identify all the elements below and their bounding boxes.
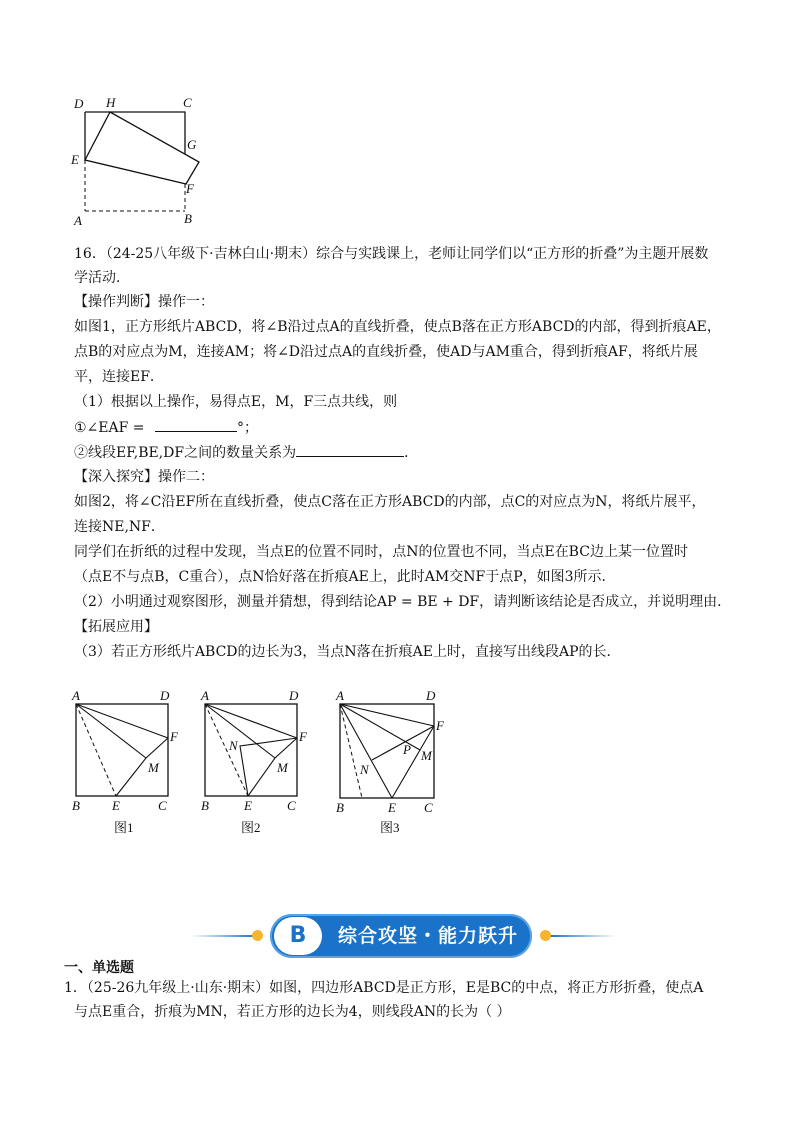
fig3-D: D [426, 688, 436, 703]
fig1-A: A [72, 688, 80, 703]
fig3-F: F [436, 718, 444, 733]
fig1-E: E [112, 798, 120, 813]
label-F: F [186, 181, 194, 196]
para2-b: 连接NE,NF． [74, 519, 165, 535]
banner-dot-right [540, 930, 551, 941]
fig3-N: N [360, 762, 369, 777]
figure-1 [64, 686, 194, 836]
label-B: B [184, 211, 192, 226]
top-fold-figure [62, 92, 212, 227]
banner-line-right [550, 935, 616, 937]
fig1-M: M [148, 760, 159, 775]
banner-dot-left [252, 930, 263, 941]
fig2-A: A [201, 688, 209, 703]
section-one-q1-a: 1．（25-26九年级上·山东·期末）如图，四边形ABCD是正方形，E是BC的中点，将正方形折叠，使点A [64, 980, 704, 996]
fig2-D: D [289, 688, 299, 703]
fig2-B: B [201, 798, 209, 813]
section-banner [270, 914, 532, 958]
para2-d: （点E不与点B，C重合），点N恰好落在折痕AE上，此时AM交NF于点P，如图3所示． [74, 569, 616, 585]
figure-1-caption: 图1 [114, 820, 134, 835]
banner-title: 综合攻坚・能力跃升 [337, 925, 518, 947]
answer-blank-relation[interactable] [296, 442, 404, 457]
para1-c: 平，连接EF． [74, 369, 164, 385]
para2-c: 同学们在折纸的过程中发现，当点E的位置不同时，点N的位置也不同，当点E在BC边上某一位置时 [74, 544, 688, 560]
question-1a-text: ①∠EAF = [74, 420, 145, 436]
label-E: E [71, 152, 79, 167]
figure-2-caption: 图2 [241, 820, 261, 835]
label-A: A [74, 213, 82, 227]
label-C: C [183, 95, 192, 110]
question-3: （3）若正方形纸片ABCD的边长为3，当点N落在折痕AE上时，直接写出线段AP的长． [74, 644, 621, 660]
fig3-A: A [336, 688, 344, 703]
fig3-M: M [421, 748, 432, 763]
answer-blank-angle[interactable] [155, 417, 237, 432]
label-H: H [106, 95, 116, 110]
fig3-B: B [336, 800, 344, 815]
problem16-line2: 学活动． [74, 270, 130, 286]
section-one-heading: 一、单选题 [64, 960, 134, 976]
fig2-C: C [287, 798, 296, 813]
fig2-E: E [244, 798, 252, 813]
figure-3 [328, 686, 458, 836]
section-extension: 【拓展应用】 [74, 619, 158, 635]
para1-a: 如图1，正方形纸片ABCD，将∠B沿过点A的直线折叠，使点B落在正方形ABCD的内部，得到折痕AE， [74, 319, 721, 335]
fig2-F: F [299, 729, 307, 744]
fig3-C: C [424, 800, 433, 815]
label-G: G [187, 137, 197, 152]
section-operation-1: 【操作判断】操作一： [74, 294, 214, 310]
fig1-B: B [72, 798, 80, 813]
fig1-C: C [158, 798, 167, 813]
question-1: （1）根据以上操作，易得点E，M，F三点共线，则 [74, 394, 398, 410]
section-one-q1-b: 与点E重合，折痕为MN，若正方形的边长为4，则线段AN的长为（ ） [74, 1004, 511, 1020]
problem16-line1: 16．（24-25八年级下·吉林白山·期末）综合与实践课上，老师让同学们以“正方形的折叠”为主题开展数 [74, 246, 709, 262]
fig3-P: P [403, 742, 411, 757]
fig1-D: D [160, 688, 170, 703]
banner-line-left [190, 935, 256, 937]
question-1a-unit: °； [236, 420, 258, 436]
para1-b: 点B的对应点为M，连接AM；将∠D沿过点A的直线折叠，使AD与AM重合，得到折痕AF，将纸片展 [74, 344, 698, 360]
fig2-M: M [277, 760, 288, 775]
para2-a: 如图2，将∠C沿EF所在直线折叠，使点C落在正方形ABCD的内部，点C的对应点为N，将纸片展平， [74, 494, 706, 510]
question-1b [74, 442, 734, 463]
question-1a [74, 417, 734, 438]
question-1b-end: ． [404, 445, 419, 461]
fig2-N: N [229, 738, 238, 753]
fig3-E: E [388, 800, 396, 815]
question-1b-text: ②线段EF,BE,DF之间的数量关系为 [74, 445, 297, 461]
label-D: D [74, 96, 84, 111]
fig1-F: F [170, 729, 178, 744]
question-2: （2）小明通过观察图形，测量并猜想，得到结论AP = BE + DF，请判断该结论是否成立，并说明理由． [74, 594, 732, 610]
section-operation-2: 【深入探究】操作二： [74, 469, 214, 485]
figure-2 [193, 686, 323, 836]
banner-letter: B [289, 923, 307, 948]
figure-3-caption: 图3 [380, 820, 400, 835]
